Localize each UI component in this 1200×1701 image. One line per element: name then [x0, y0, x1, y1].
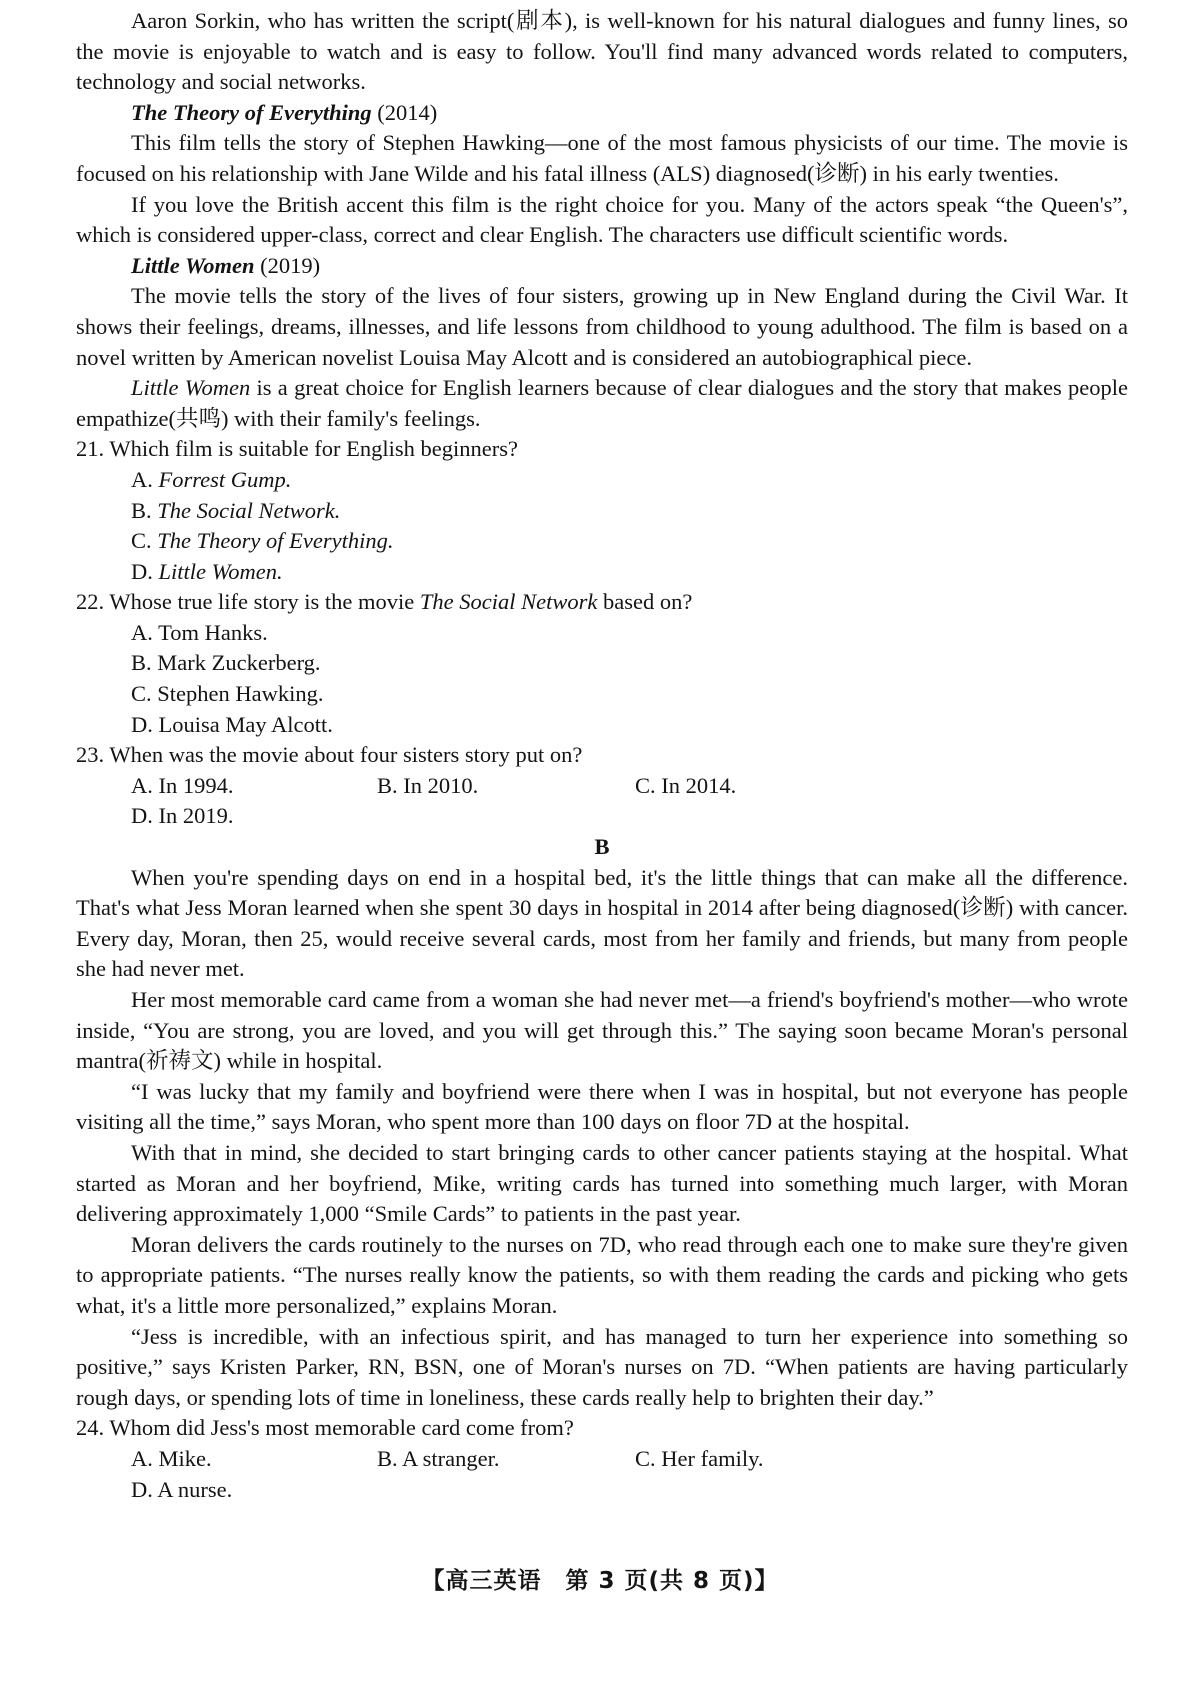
option-text: A. Forrest Gump. — [131, 466, 292, 492]
film-heading-little-women — [76, 251, 1128, 282]
option-text: B. The Social Network. — [131, 497, 341, 523]
option-text: D. In 2019. — [131, 803, 234, 829]
option-c — [131, 679, 643, 710]
option-film-title: The Theory of Everything. — [157, 528, 394, 554]
option-a — [131, 618, 643, 649]
option-a — [131, 771, 377, 802]
option-text: D. Louisa May Alcott. — [131, 711, 333, 737]
option-text: A. In 1994. — [131, 772, 234, 798]
option-d — [131, 557, 643, 588]
question-options — [76, 1444, 1128, 1505]
section-heading-b: B — [594, 834, 610, 860]
option-text: D. A nurse. — [131, 1476, 233, 1502]
option-text: C. Stephen Hawking. — [131, 681, 324, 707]
inline-film-title: Little Women — [131, 375, 251, 401]
option-a — [131, 1444, 377, 1475]
film-paragraph: This film tells the story of Stephen Hawking—one of the most famous physicists of our time. The movie is focused on his relationship with Jane Wilde and his fatal illness (ALS) diagnosed(诊断) in his early twenties. — [76, 130, 1128, 186]
question-text: 22. Whose true life story is the movie — [76, 589, 420, 615]
option-b — [131, 648, 643, 679]
option-text: B. A stranger. — [377, 1445, 500, 1471]
film-paragraph: The movie tells the story of the lives of four sisters, growing up in New England during the Civil War. It shows their feelings, dreams, illnesses, and life lessons from childhood to young adulthood. The film is based on a novel written by American novelist Louisa May Alcott and is considered an autobiographical piece. — [76, 283, 1128, 370]
option-film-title: Little Women. — [158, 558, 283, 584]
question-stem — [76, 740, 1128, 771]
option-text: B. In 2010. — [377, 772, 479, 798]
option-c — [635, 771, 897, 802]
passage-b-paragraph: “Jess is incredible, with an infectious spirit, and has managed to turn her experience into something so positive,” says Kristen Parker, RN, BSN, one of Moran's nurses on 7D. “When patients are having particularly rough days, or spending lots of time in loneliness, these cards really help to brighten their day.” — [76, 1323, 1128, 1410]
option-b — [377, 1444, 635, 1475]
option-text: C. In 2014. — [635, 772, 737, 798]
option-film-title: Forrest Gump. — [158, 466, 292, 492]
film-paragraph: If you love the British accent this film is the right choice for you. Many of the actors speak “the Queen's”, which is considered upper-class, correct and clear English. The characters use difficult scientific words. — [76, 191, 1128, 248]
option-a — [131, 465, 643, 496]
passage-a-intro-paragraph: Aaron Sorkin, who has written the script(剧本), is well-known for his natural dialogues and funny lines, so the movie is enjoyable to watch and is easy to follow. You'll find many advanced words related to computers, technology and social networks. — [76, 8, 1128, 95]
question-options — [76, 465, 1128, 587]
option-d — [131, 801, 389, 832]
option-b — [131, 496, 643, 527]
option-text: C. Her family. — [635, 1445, 764, 1471]
film-year: (2014) — [377, 99, 438, 125]
passage-b-paragraph: With that in mind, she decided to start bringing cards to other cancer patients staying at the hospital. What started as Moran and her boyfriend, Mike, writing cards has turned into something much larger, with Moran delivering approximately 1,000 “Smile Cards” to patients in the past year. — [76, 1139, 1128, 1227]
option-d — [131, 1475, 389, 1506]
film-year: (2019) — [260, 252, 321, 278]
passage-b-paragraph: Her most memorable card came from a woman she had never met—a friend's boyfriend's mother—who wrote inside, “You are strong, you are loved, and you will get through this.” The saying soon became Moran's personal mantra(祈祷文) while in hospital. — [76, 987, 1128, 1074]
film-paragraph — [76, 373, 1128, 434]
film-heading-theory-of-everything — [76, 98, 1128, 129]
passage-b-paragraph: When you're spending days on end in a hospital bed, it's the little things that can make all the difference. That's what Jess Moran learned when she spent 30 days in hospital in 2014 after being diagnosed(诊断) with cancer. Every day, Moran, then 25, would receive several cards, most from her family and friends, but many from people she had never met. — [76, 864, 1128, 982]
question-text: 23. When was the movie about four sisters story put on? — [76, 742, 583, 768]
page-content — [76, 6, 1128, 1505]
option-text: B. Mark Zuckerberg. — [131, 650, 321, 676]
option-film-title: The Social Network. — [157, 497, 341, 523]
option-text: D. Little Women. — [131, 558, 283, 584]
film-title: Little Women — [131, 252, 255, 278]
question-text: 21. Which film is suitable for English beginners? — [76, 436, 519, 462]
passage-b-paragraph: “I was lucky that my family and boyfriend were there when I was in hospital, but not everyone has people visiting all the time,” says Moran, who spent more than 100 days on floor 7D at the hospital. — [76, 1078, 1128, 1135]
option-d — [131, 710, 643, 741]
film-title: The Theory of Everything — [131, 99, 372, 125]
option-b — [377, 771, 635, 802]
paragraph-text: is a great choice for English learners because of clear dialogues and the story that makes people empathize(共鸣) with their family's feelings. — [76, 375, 1128, 431]
option-text: A. Mike. — [131, 1445, 212, 1471]
page-footer: 【高三英语 第 3 页(共 8 页)】 — [421, 1568, 779, 1594]
question-stem — [76, 587, 1128, 618]
question-italic-title: The Social Network — [419, 589, 598, 615]
option-c — [635, 1444, 897, 1475]
option-c — [131, 526, 643, 557]
question-stem — [76, 434, 1128, 465]
option-text: C. The Theory of Everything. — [131, 528, 394, 554]
option-text: A. Tom Hanks. — [131, 619, 268, 645]
question-options — [76, 771, 1128, 832]
question-text: based on? — [597, 589, 693, 615]
question-options — [76, 618, 1128, 740]
passage-b-paragraph: Moran delivers the cards routinely to the nurses on 7D, who read through each one to make sure they're given to appropriate patients. “The nurses really know the patients, so with them reading the cards and picking who gets what, it's a little more personalized,” explains Moran. — [76, 1231, 1128, 1318]
question-stem: 24. Whom did Jess's most memorable card come from? — [76, 1415, 574, 1441]
